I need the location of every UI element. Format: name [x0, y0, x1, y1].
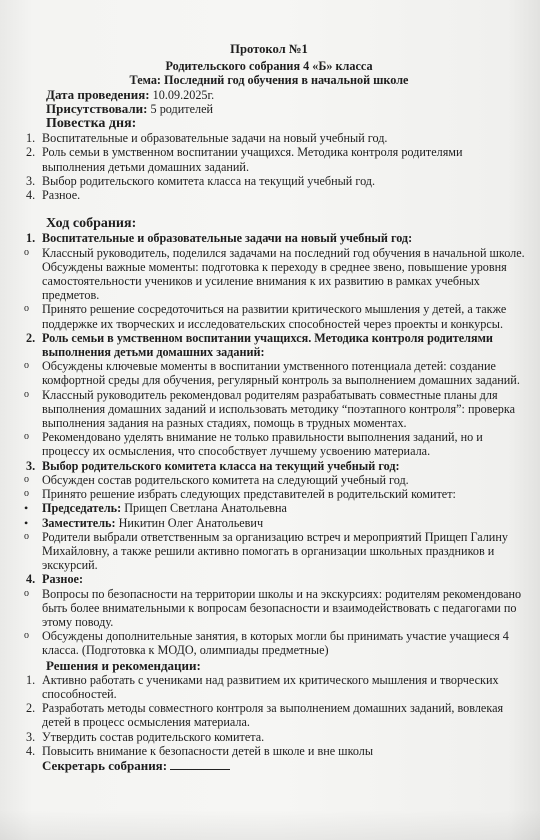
section-4-bullets — [12, 587, 526, 658]
protocol-topic: Тема: Последний год обучения в начальной школе — [129, 73, 409, 88]
decision-item: 2. Разработать методы совместного контроля за выполнением домашних заданий, вовлекая детей в процесс осмысления материала. — [26, 701, 504, 730]
agenda-heading: Повестка дня: — [46, 116, 137, 132]
signature-blank — [170, 759, 230, 770]
list-item: o Рекомендовано уделять внимание не только правильности выполнения заданий, но и процессу их осмысления, что способствует лучшему усвоению материала. — [24, 430, 483, 459]
protocol-title: Протокол №1 — [230, 42, 308, 56]
list-item: o Обсуждены ключевые моменты в воспитании умственного потенциала детей: создание комфортной среды для обучения, регулярный контроль за выполнением домашних заданий. — [24, 359, 520, 388]
section-3-bullets — [12, 473, 526, 572]
list-item: o Обсужден состав родительского комитета на следующий учебный год. — [24, 472, 409, 487]
list-item: o Классный руководитель, поделился задачами на последний год обучения в начальной школе. Обсуждены важные моменты: подготовка к переходу в среднее звено, повышение уровня самостоятельности учеников и усиление внимания к их развитию в рамках учебных предметов. — [24, 245, 525, 303]
section-1 — [12, 231, 526, 245]
section-1-title: 1. Воспитательные и образовательные задачи на новый учебный год: — [26, 231, 413, 246]
committee-chair: • Председатель: Прищеп Светлана Анатольевна — [24, 501, 287, 516]
secretary-label: Секретарь собрания: — [42, 757, 168, 773]
decisions-list — [12, 673, 526, 758]
attendance — [46, 102, 526, 116]
decision-item: 1. Активно работать с учениками над развитием их критического мышления и творческих способностей. — [26, 672, 499, 701]
section-4-title: 4. Разное: — [26, 572, 84, 587]
section-2-title: 2. Роль семьи в умственном воспитании учащихся. Методика контроля родителями выполнения детьми домашних заданий: — [26, 330, 493, 360]
section-2-bullets — [12, 359, 526, 458]
decision-item: 3. Утвердить состав родительского комитета. — [26, 729, 265, 744]
decision-item: 4. Повысить внимание к безопасности детей в школе и вне школы — [26, 743, 374, 758]
section-3 — [12, 459, 526, 473]
agenda-item: 1. Воспитательные и образовательные задачи на новый учебный год. — [26, 131, 388, 146]
committee-deputy: • Заместитель: Никитин Олег Анатольевич — [24, 515, 264, 530]
date-value: 10.09.2025г. — [152, 87, 215, 102]
list-item: o Принято решение избрать следующих представителей в родительский комитет: — [24, 487, 456, 502]
deputy-label: Заместитель: — [42, 515, 116, 530]
list-item: o Родители выбрали ответственным за организацию встреч и мероприятий Прищеп Галину Михайловну, а также решили активно помогать в организации школьных праздников и экскурсий. — [24, 529, 508, 573]
protocol-subtitle: Родительского собрания 4 «Б» класса — [165, 59, 373, 74]
date-label: Дата проведения: — [46, 86, 150, 102]
page-shadow — [0, 810, 540, 840]
list-item: o Обсуждены дополнительные занятия, в которых могли бы принимать участие учащиеся 4 класса. (Подготовка к МОДО, олимпиады предметные) — [24, 629, 509, 658]
section-3-title: 3. Выбор родительского комитета класса на текущий учебный год: — [26, 458, 400, 473]
section-2 — [12, 331, 526, 359]
list-item: o Вопросы по безопасности на территории школы и на экскурсиях: родителям рекомендовано быть более внимательными к вопросам безопасности и взаимодействовать с педагогами по этому поводу. — [24, 586, 522, 629]
deputy-name: Никитин Олег Анатольевич — [118, 515, 264, 530]
decisions-heading: Решения и рекомендации: — [46, 657, 201, 673]
chair-name: Прищеп Светлана Анатольевна — [124, 501, 287, 516]
section-4 — [12, 572, 526, 586]
present-value: 5 родителей — [150, 101, 213, 116]
secretary-line — [42, 759, 526, 773]
list-item: o Классный руководитель рекомендовал родителям разрабатывать совместные планы для выполнения домашних заданий и использовать методику “поэтапного контроля”: проверка выполнения задания на разных стадиях, помощь в трудных моментах. — [24, 387, 516, 431]
section-1-bullets — [12, 246, 526, 331]
meeting-date — [46, 88, 526, 102]
agenda-item: 2. Роль семьи в умственном воспитании учащихся. Методика контроля родителями выполнения детьми домашних заданий. — [26, 145, 463, 174]
list-item: o Принято решение сосредоточиться на развитии критического мышления у детей, а также поддержке их творческих и исследовательских способностей через проекты и конкурсы. — [24, 302, 507, 331]
course-heading: Ход собрания: — [46, 216, 137, 232]
agenda-list — [12, 131, 526, 202]
agenda-item: 4. Разное. — [26, 188, 81, 203]
agenda-item: 3. Выбор родительского комитета класса на текущий учебный год. — [26, 173, 376, 188]
present-label: Присутствовали: — [46, 100, 148, 116]
chair-label: Председатель: — [42, 501, 122, 516]
